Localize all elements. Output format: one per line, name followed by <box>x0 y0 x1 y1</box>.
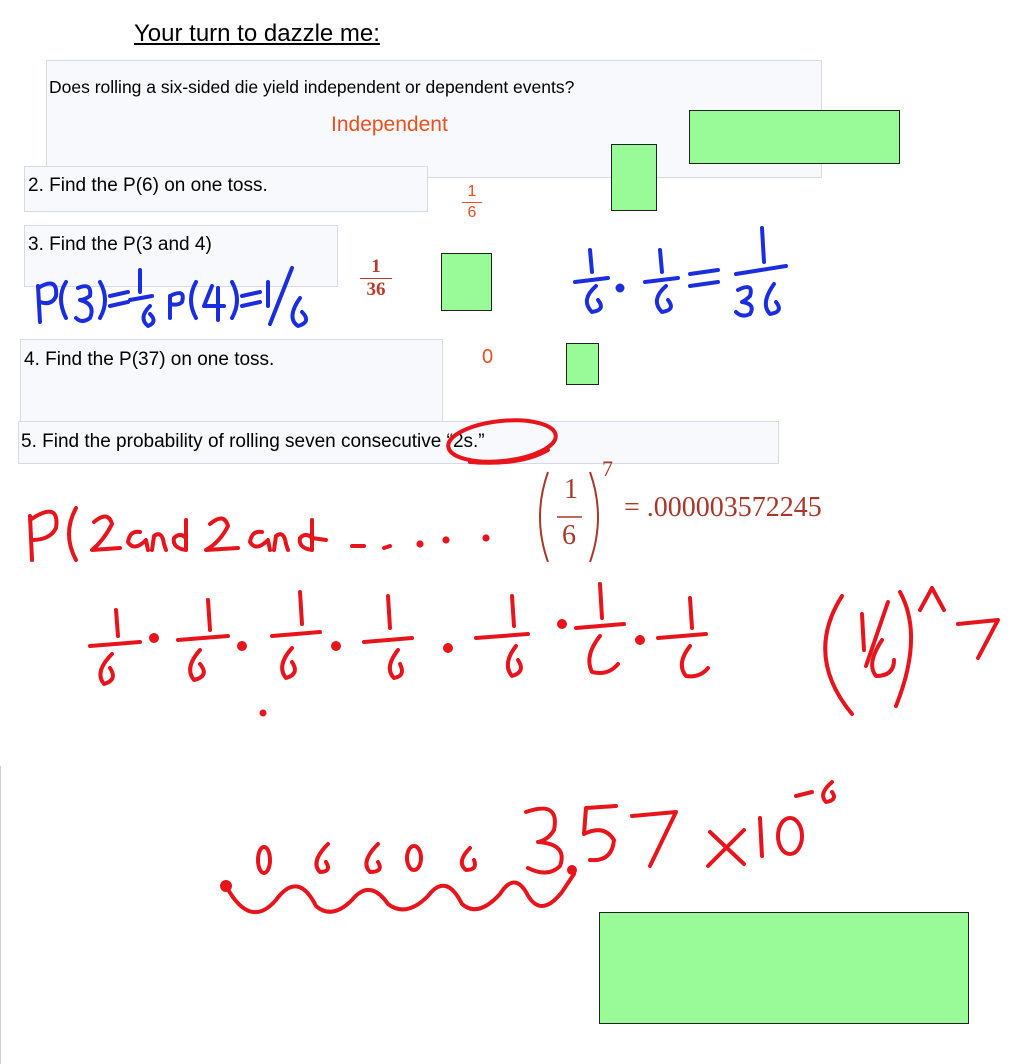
blue-ink-stroke <box>110 292 128 306</box>
red-ink-stroke <box>526 809 562 873</box>
question-4-text: 4. Find the P(37) on one toss. <box>24 349 275 370</box>
red-ink-stroke <box>778 818 802 854</box>
blue-ink-stroke <box>292 298 306 326</box>
blue-ink-stroke <box>268 268 292 324</box>
red-ink-stroke <box>272 592 320 678</box>
question-5-reveal-box[interactable] <box>599 912 969 1024</box>
question-5-text: 5. Find the probability of rolling seven consecutive “2s.” <box>21 431 485 452</box>
red-ink-dot <box>418 542 421 545</box>
blue-ink-stroke <box>736 287 752 316</box>
red-ink-dot <box>239 643 245 649</box>
red-ink-dot <box>333 643 339 649</box>
blue-ink-stroke <box>690 270 718 286</box>
red-ink-dot <box>445 645 451 651</box>
blue-ink-stroke <box>766 284 779 314</box>
blue-ink-stroke <box>204 286 224 320</box>
red-ink-stroke <box>407 846 421 870</box>
red-ink-stroke <box>862 602 894 676</box>
red-ink-dot <box>484 536 487 539</box>
red-ink-stroke <box>823 782 834 802</box>
blue-ink-stroke <box>232 282 237 318</box>
red-ink-stroke <box>90 610 140 684</box>
blue-ink-stroke <box>38 284 56 323</box>
formula-result: = .000003572245 <box>624 492 822 523</box>
red-ink-stroke <box>825 596 852 714</box>
red-ink-stroke <box>92 516 120 550</box>
red-ink-stroke <box>364 596 412 678</box>
question-2-text: 2. Find the P(6) on one toss. <box>28 175 268 196</box>
red-ink-dot <box>637 637 643 643</box>
red-ink-stroke <box>796 792 812 796</box>
blue-ink-stroke <box>575 250 608 312</box>
question-3-answer-denominator: 36 <box>366 279 386 300</box>
red-ink-stroke <box>576 584 624 673</box>
question-2-answer-denominator: 6 <box>467 204 477 221</box>
question-2-answer-numerator: 1 <box>462 182 482 203</box>
blue-ink-stroke <box>100 282 105 318</box>
question-1-answer: Independent <box>331 113 448 136</box>
red-ink-stroke <box>708 830 744 866</box>
page-title: Your turn to dazzle me: <box>134 20 380 47</box>
red-ink-dot <box>559 621 565 627</box>
red-ink-dot <box>151 635 157 641</box>
red-ink-stroke <box>352 546 390 548</box>
red-ink-stroke <box>366 844 379 872</box>
question-3-answer-numerator: 1 <box>360 256 392 279</box>
question-1-text: Does rolling a six-sided die yield independent or dependent events? <box>49 77 575 97</box>
blue-ink-stroke <box>191 282 196 318</box>
red-ink-stroke <box>258 847 270 873</box>
red-ink-stroke <box>316 844 328 872</box>
blue-ink-stroke <box>736 228 786 274</box>
red-ink-stroke <box>250 520 326 550</box>
formula-exponent: 7 <box>602 456 613 481</box>
red-ink-dot <box>444 538 447 541</box>
blue-ink-stroke <box>645 250 678 312</box>
red-ink-stroke <box>584 806 616 860</box>
page-left-rule <box>0 766 1 1064</box>
formula-denominator: 6 <box>562 520 576 551</box>
red-ink-stroke <box>69 508 76 560</box>
blue-ink-stroke <box>130 270 154 326</box>
red-ink-stroke <box>896 592 911 706</box>
red-ink-dot <box>262 712 265 715</box>
formula-numerator: 1 <box>564 474 578 505</box>
blue-ink-stroke <box>242 292 260 306</box>
red-ink-stroke <box>658 598 708 676</box>
red-ink-stroke <box>206 518 238 550</box>
blue-ink-dot <box>618 286 623 291</box>
red-handwriting <box>30 415 998 912</box>
question-4-answer: 0 <box>482 346 494 368</box>
red-ink-stroke <box>632 812 676 866</box>
red-ink-stroke <box>128 520 186 550</box>
blue-ink-stroke <box>170 293 183 318</box>
red-ink-stroke <box>226 874 574 912</box>
blue-ink-stroke <box>76 286 92 321</box>
red-ink-stroke <box>958 620 998 658</box>
red-ink-stroke <box>920 588 944 610</box>
blue-ink-stroke <box>61 282 66 318</box>
red-ink-stroke <box>178 600 228 680</box>
red-ink-stroke <box>30 512 56 560</box>
red-ink-stroke <box>476 596 528 676</box>
question-3-text: 3. Find the P(3 and 4) <box>28 234 212 255</box>
blue-handwriting <box>38 228 786 326</box>
red-ink-circle <box>446 415 558 466</box>
red-ink-stroke <box>760 818 762 856</box>
red-ink-stroke <box>462 848 475 870</box>
